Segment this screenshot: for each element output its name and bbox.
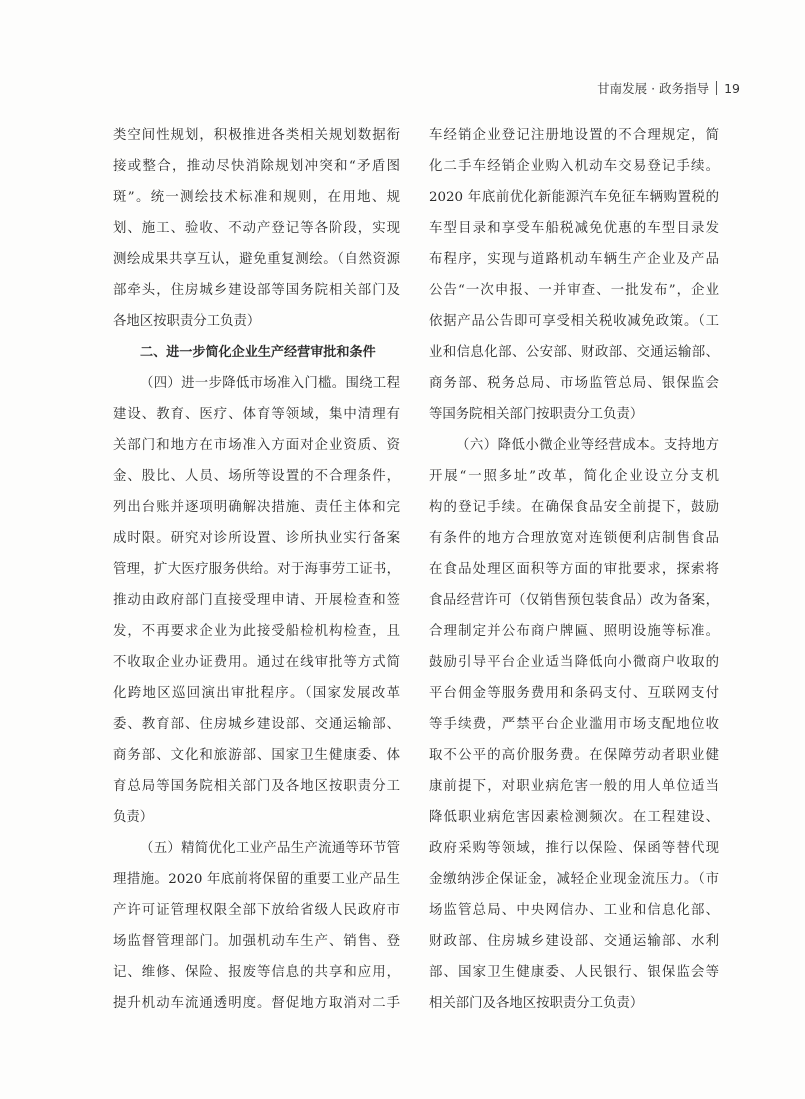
header-divider	[716, 81, 717, 95]
body-text-line: 开展“一照多址”改革，简化企业设立分支机	[429, 469, 719, 484]
body-text-line: 成时限。研究对诊所设置、诊所执业实行备案	[113, 531, 400, 546]
body-text-line: 鼓励引导平台企业适当降低向小微商户收取的	[429, 655, 719, 670]
section-heading: 二、进一步简化企业生产经营审批和条件	[140, 345, 376, 360]
body-text-line: 接或整合，推动尽快消除规划冲突和“矛盾图	[113, 159, 400, 174]
body-text-line: 斑”。统一测绘技术标准和规则，在用地、规	[113, 190, 400, 205]
body-text-line: 车型目录和享受车船税减免优惠的车型目录发	[429, 221, 719, 236]
body-text-line: 化二手车经销企业购入机动车交易登记手续。	[429, 159, 719, 174]
body-text-line: 各地区按职责分工负责）	[113, 314, 261, 329]
body-text-line: 在食品处理区面积等方面的审批要求，探索将	[429, 562, 719, 577]
body-text-line: 场监督管理部门。加强机动车生产、销售、登	[113, 934, 400, 949]
body-text-line: 降低职业病危害因素检测频次。在工程建设、	[429, 810, 719, 825]
body-text-line: 负责）	[113, 810, 154, 825]
body-text-line: 部牵头，住房城乡建设部等国务院相关部门及	[113, 283, 400, 298]
body-text-line: 管理，扩大医疗服务供给。对于海事劳工证书，	[113, 562, 400, 577]
body-text-line: 建设、教育、医疗、体育等领域，集中清理有	[113, 407, 400, 422]
body-text-line: 2020 年底前优化新能源汽车免征车辆购置税的	[429, 190, 719, 205]
body-text-line: 车经销企业登记注册地设置的不合理规定，简	[429, 128, 719, 143]
body-text-line: 平台佣金等服务费用和条码支付、互联网支付	[429, 686, 719, 701]
body-text-line: 合理制定并公布商户牌匾、照明设施等标准。	[429, 624, 719, 639]
body-text-line: 场监管总局、中央网信办、工业和信息化部、	[429, 903, 719, 918]
body-text-line: 商务部、税务总局、市场监管总局、银保监会	[429, 376, 719, 391]
body-text-line: 相关部门及各地区按职责分工负责）	[429, 996, 644, 1011]
body-text-line: 财政部、住房城乡建设部、交通运输部、水利	[429, 934, 719, 949]
body-text-line: 等国务院相关部门按职责分工负责）	[429, 407, 644, 422]
body-text-line: 划、施工、验收、不动产登记等各阶段，实现	[113, 221, 400, 236]
body-text-line: 类空间性规划，积极推进各类相关规划数据衔	[113, 128, 400, 143]
body-text-line: 金、股比、人员、场所等设置的不合理条件，	[113, 469, 400, 484]
page-number: 19	[724, 80, 740, 96]
left-column	[113, 120, 400, 1019]
body-text-line: 不收取企业办证费用。通过在线审批等方式简	[113, 655, 400, 670]
body-text-line: 政府采购等领域，推行以保险、保函等替代现	[429, 841, 719, 856]
body-text-line: 部、国家卫生健康委、人民银行、银保监会等	[429, 965, 719, 980]
body-text-line: 列出台账并逐项明确解决措施、责任主体和完	[113, 500, 400, 515]
body-text-line: 构的登记手续。在确保食品安全前提下，鼓励	[429, 500, 719, 515]
body-text-line: （六）降低小微企业等经营成本。支持地方	[456, 438, 719, 453]
body-text-line: 布程序，实现与道路机动车辆生产企业及产品	[429, 252, 719, 267]
body-text-line: 康前提下，对职业病危害一般的用人单位适当	[429, 779, 719, 794]
body-text-line: 金缴纳涉企保证金，减轻企业现金流压力。（市	[429, 872, 719, 887]
body-text-line: 关部门和地方在市场准入方面对企业资质、资	[113, 438, 400, 453]
body-text-line: 产许可证管理权限全部下放给省级人民政府市	[113, 903, 400, 918]
body-text-line: 业和信息化部、公安部、财政部、交通运输部、	[429, 345, 719, 360]
running-header	[597, 79, 740, 97]
body-text-line: 依据产品公告即可享受相关税收减免政策。（工	[429, 314, 719, 329]
body-text-line: 理措施。2020 年底前将保留的重要工业产品生	[113, 872, 400, 887]
body-text-line: 提升机动车流通透明度。督促地方取消对二手	[113, 996, 400, 1011]
body-text-line: 商务部、文化和旅游部、国家卫生健康委、体	[113, 748, 400, 763]
body-text-line: 记、维修、保险、报废等信息的共享和应用，	[113, 965, 400, 980]
body-text-line: 推动由政府部门直接受理申请、开展检查和签	[113, 593, 400, 608]
right-column	[429, 120, 719, 1019]
body-text-line: 公告“一次申报、一并审查、一批发布”，企业	[429, 283, 719, 298]
body-text-line: 测绘成果共享互认，避免重复测绘。（自然资源	[113, 252, 400, 267]
body-text-line: 发，不再要求企业为此接受船检机构检查，且	[113, 624, 400, 639]
body-text-line: 育总局等国务院相关部门及各地区按职责分工	[113, 779, 400, 794]
publication-title: 甘南发展 · 政务指导	[597, 81, 710, 96]
body-text-line: 化跨地区巡回演出审批程序。（国家发展改革	[113, 686, 400, 701]
body-text-line: 等手续费，严禁平台企业滥用市场支配地位收	[429, 717, 719, 732]
body-text-line: （五）精简优化工业产品生产流通等环节管	[140, 841, 400, 856]
body-text-line: 取不公平的高价服务费。在保障劳动者职业健	[429, 748, 719, 763]
body-text-line: 有条件的地方合理放宽对连锁便利店制售食品	[429, 531, 719, 546]
body-text-line: 食品经营许可（仅销售预包装食品）改为备案，	[429, 593, 719, 608]
body-text-line: （四）进一步降低市场准入门槛。围绕工程	[140, 376, 400, 391]
body-text-line: 委、教育部、住房城乡建设部、交通运输部、	[113, 717, 400, 732]
